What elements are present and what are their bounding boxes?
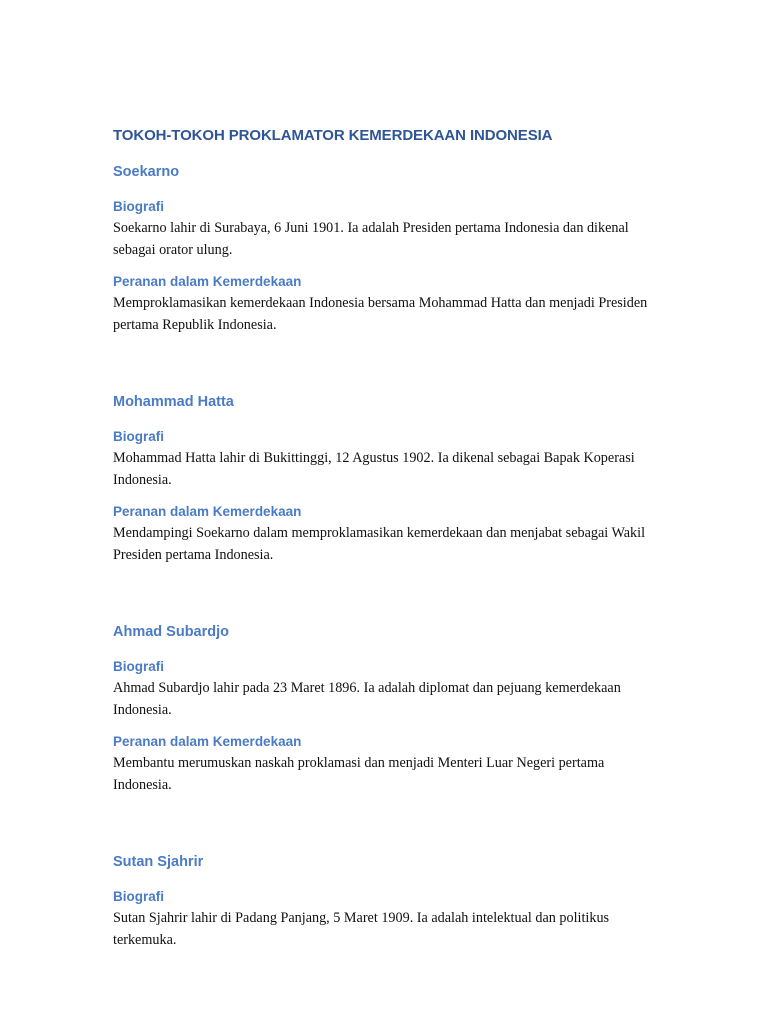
person-name: Sutan Sjahrir: [113, 854, 204, 870]
biografi-block: [113, 198, 653, 261]
peranan-text: Mendampingi Soekarno dalam memproklamasikan kemerdekaan dan menjabat sebagai Wakil Presiden pertama Indonesia.: [113, 525, 646, 563]
peranan-heading: Peranan dalam Kemerdekaan: [113, 274, 302, 289]
biografi-heading: Biografi: [113, 659, 165, 674]
section-sutan-sjahrir: [113, 852, 653, 951]
document-title: TOKOH-TOKOH PROKLAMATOR KEMERDEKAAN INDONESIA: [113, 127, 553, 144]
biografi-heading: Biografi: [113, 889, 165, 904]
peranan-text: Membantu merumuskan naskah proklamasi dan menjadi Menteri Luar Negeri pertama Indonesia.: [113, 755, 605, 793]
peranan-block: [113, 503, 653, 566]
biografi-heading: Biografi: [113, 429, 165, 444]
section-ahmad-subardjo: [113, 622, 653, 796]
biografi-block: [113, 428, 653, 491]
section-soekarno: [113, 162, 653, 336]
peranan-heading: Peranan dalam Kemerdekaan: [113, 734, 302, 749]
biografi-block: [113, 888, 653, 951]
peranan-heading: Peranan dalam Kemerdekaan: [113, 504, 302, 519]
person-name: Soekarno: [113, 164, 180, 180]
biografi-text: Ahmad Subardjo lahir pada 23 Maret 1896. Ia adalah diplomat dan pejuang kemerdekaan Indonesia.: [113, 680, 621, 718]
biografi-text: Mohammad Hatta lahir di Bukittinggi, 12 Agustus 1902. Ia dikenal sebagai Bapak Koperasi Indonesia.: [113, 450, 635, 488]
person-name: Ahmad Subardjo: [113, 624, 230, 640]
peranan-block: [113, 273, 653, 336]
person-name: Mohammad Hatta: [113, 394, 234, 410]
peranan-block: [113, 733, 653, 796]
peranan-text: Memproklamasikan kemerdekaan Indonesia bersama Mohammad Hatta dan menjadi Presiden pertama Republik Indonesia.: [113, 295, 648, 333]
biografi-text: Sutan Sjahrir lahir di Padang Panjang, 5 Maret 1909. Ia adalah intelektual dan politikus terkemuka.: [113, 910, 610, 948]
biografi-heading: Biografi: [113, 199, 165, 214]
biografi-text: Soekarno lahir di Surabaya, 6 Juni 1901. Ia adalah Presiden pertama Indonesia dan dikenal sebagai orator ulung.: [113, 220, 629, 258]
biografi-block: [113, 658, 653, 721]
document-page: [113, 126, 653, 951]
section-mohammad-hatta: [113, 392, 653, 566]
